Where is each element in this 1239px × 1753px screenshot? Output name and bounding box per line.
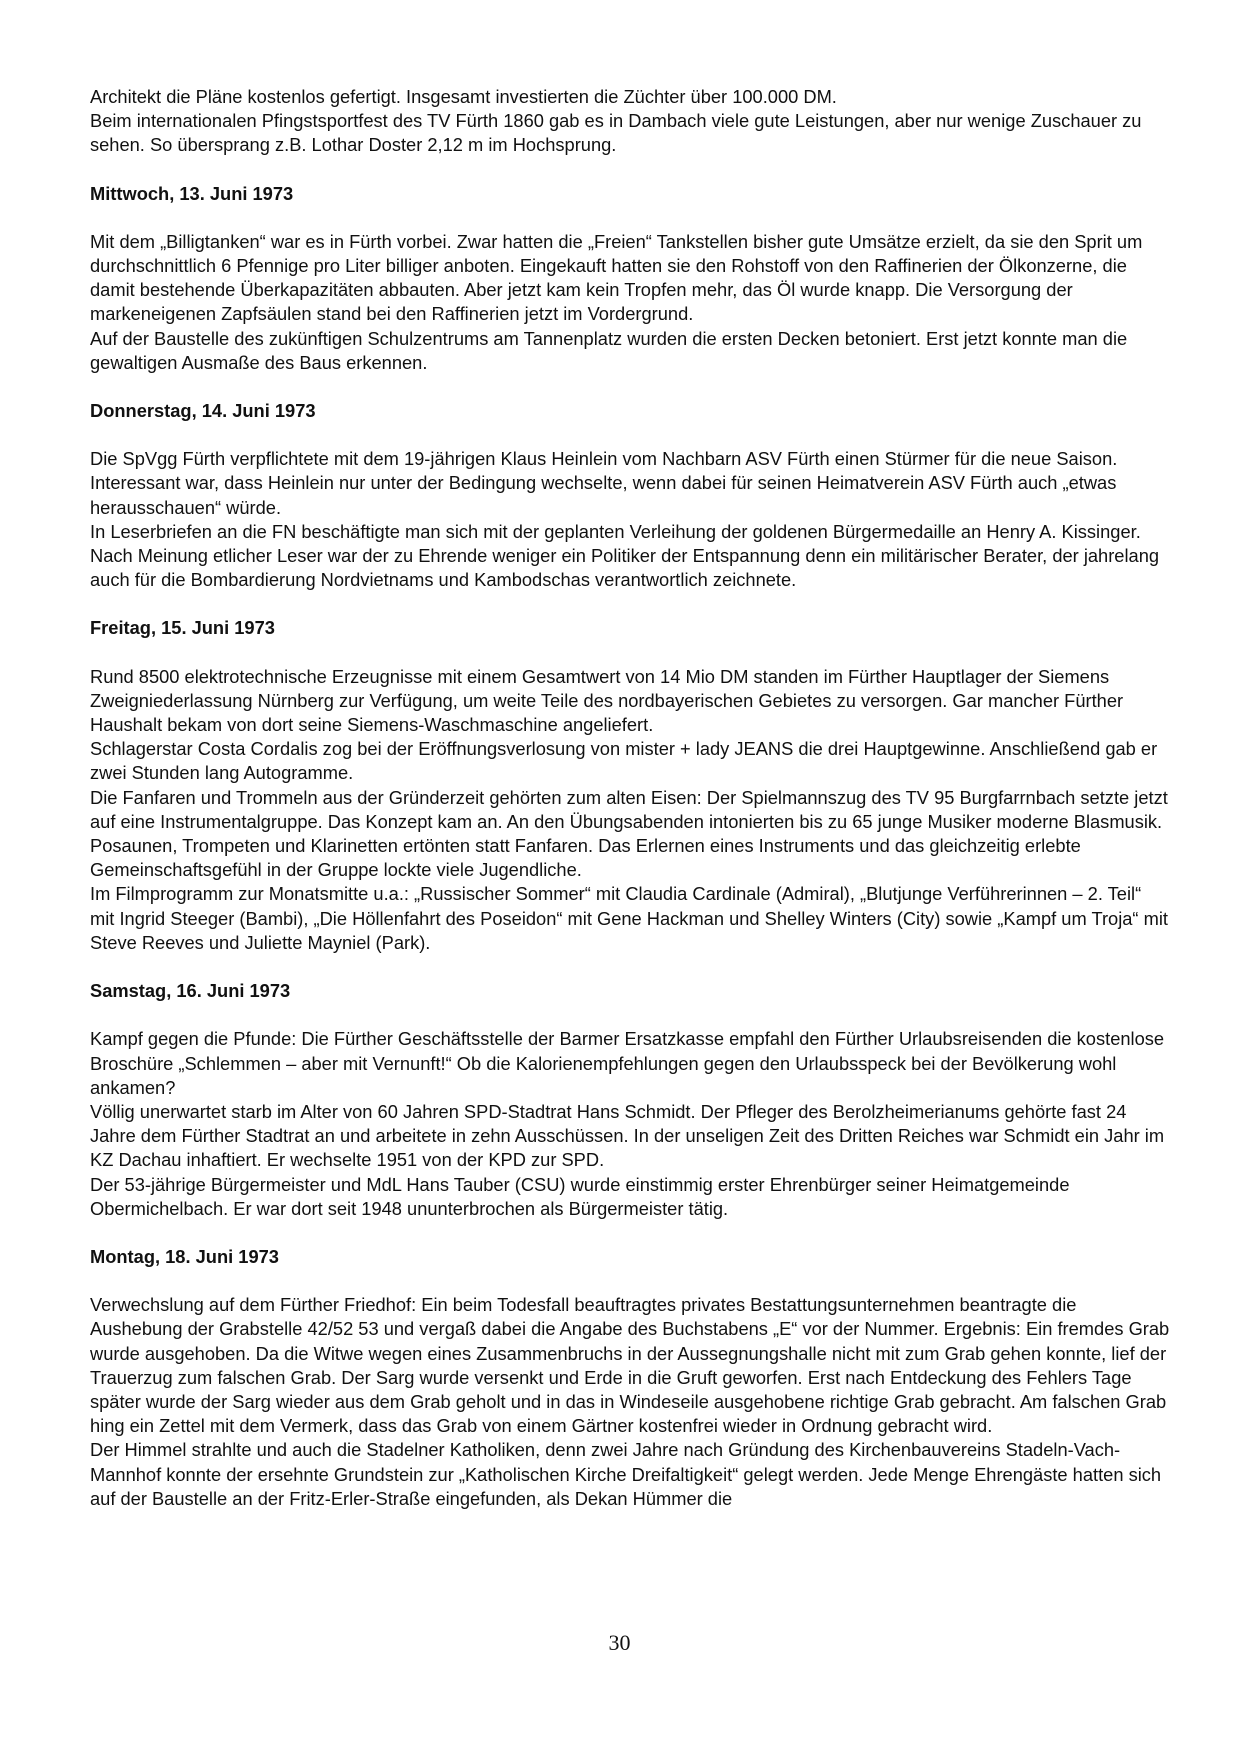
paragraph: Völlig unerwartet starb im Alter von 60 Jahren SPD-Stadtrat Hans Schmidt. Der Pfleger des Berolzheimerianums gehörte fast 24 Jahre dem Fürther Stadtrat an und arbeitete in zehn Ausschüssen. In der unseligen Zeit des Dritten Reiches war Schmidt ein Jahr im KZ Dachau inhaftiert. Er wechselte 1951 von der KPD zur SPD.	[90, 1100, 1165, 1171]
entry-freitag-15-juni	[90, 616, 1170, 955]
paragraph: Der 53-jährige Bürgermeister und MdL Hans Tauber (CSU) wurde einstimmig erster Ehrenbürger seiner Heimatgemeinde Obermichelbach. Er war dort seit 1948 ununterbrochen als Bürgermeister tätig.	[90, 1173, 1070, 1219]
paragraph: In Leserbriefen an die FN beschäftigte man sich mit der geplanten Verleihung der goldenen Bürgermedaille an Henry A. Kissinger. Nach Meinung etlicher Leser war der zu Ehrende weniger ein Politiker der Entspannung denn ein militärischer Berater, der jahrelang auch für die Bombardierung Nordvietnams und Kambodschas verantwortlich zeichnete.	[90, 520, 1160, 591]
entry-date-heading: Donnerstag, 14. Juni 1973	[90, 400, 316, 422]
paragraph: Der Himmel strahlte und auch die Stadelner Katholiken, denn zwei Jahre nach Gründung des Kirchenbauvereins Stadeln-Vach-Mannhof konnte der ersehnte Grundstein zur „Katholischen Kirche Dreifaltigkeit“ gelegt werden. Jede Menge Ehrengäste hatten sich auf der Baustelle an der Fritz-Erler-Straße eingefunden, als Dekan Hümmer die	[90, 1439, 1162, 1509]
entry-mittwoch-13-juni	[90, 182, 1170, 375]
entry-date-heading: Montag, 18. Juni 1973	[90, 1245, 279, 1267]
entry-date-heading: Samstag, 16. Juni 1973	[90, 980, 291, 1002]
paragraph: Die Fanfaren und Trommeln aus der Gründerzeit gehörten zum alten Eisen: Der Spielmannszug des TV 95 Burgfarrnbach setzte jetzt auf eine Instrumentalgruppe. Das Konzept kam an. An den Übungsabenden intonierten bis zu 65 junge Musiker moderne Blasmusik. Posaunen, Trompeten und Klarinetten ertönten statt Fanfaren. Das Erlernen eines Instruments und das gleichzeitig erlebte Gemeinschaftsgefühl in der Gruppe lockte viele Jugendliche.	[90, 786, 1168, 881]
paragraph: Die SpVgg Fürth verpflichtete mit dem 19-jährigen Klaus Heinlein vom Nachbarn ASV Fürth einen Stürmer für die neue Saison. Interessant war, dass Heinlein nur unter der Bedingung wechselte, wenn dabei für seinen Heimatverein ASV Fürth auch „etwas herausschauen“ würde.	[90, 448, 1118, 518]
entry-date-heading: Freitag, 15. Juni 1973	[90, 617, 275, 639]
paragraph: Rund 8500 elektrotechnische Erzeugnisse mit einem Gesamtwert von 14 Mio DM standen im Fürther Hauptlager der Siemens Zweigniederlassung Nürnberg zur Verfügung, um weite Teile des nordbayerischen Gebietes zu versorgen. Gar mancher Fürther Haushalt bekam von dort seine Siemens-Waschmaschine angeliefert.	[90, 665, 1124, 736]
paragraph: Kampf gegen die Pfunde: Die Fürther Geschäftsstelle der Barmer Ersatzkasse empfahl den Fürther Urlaubsreisenden die kostenlose Broschüre „Schlemmen – aber mit Vernunft!“ Ob die Kalorienempfehlungen gegen den Urlaubsspeck bei der Bevölkerung wohl ankamen?	[90, 1028, 1165, 1098]
document-page	[90, 85, 1170, 1511]
paragraph: Auf der Baustelle des zukünftigen Schulzentrums am Tannenplatz wurden die ersten Decken betoniert. Erst jetzt konnte man die gewaltigen Ausmaße des Baus erkennen.	[90, 327, 1128, 373]
paragraph: Verwechslung auf dem Fürther Friedhof: Ein beim Todesfall beauftragtes privates Bestattungsunternehmen beantragte die Aushebung der Grabstelle 42/52 53 und vergaß dabei die Angabe des Buchstabens „E“ vor der Nummer. Ergebnis: Ein fremdes Grab wurde ausgehoben. Da die Witwe wegen eines Zusammenbruchs in der Aussegnungshalle nicht mit zum Grab gehen konnte, lief der Trauerzug zum falschen Grab. Der Sarg wurde versenkt und Erde in die Gruft geworfen. Erst nach Entdeckung des Fehlers Tage später wurde der Sarg wieder aus dem Grab geholt und in das in Windeseile ausgehobene richtige Grab gebracht. Am falschen Grab hing ein Zettel mit dem Vermerk, dass das Grab von einem Gärtner kostenfrei wieder in Ordnung gebracht wird.	[90, 1294, 1170, 1437]
paragraph: Mit dem „Billigtanken“ war es in Fürth vorbei. Zwar hatten die „Freien“ Tankstellen bisher gute Umsätze erzielt, da sie den Sprit um durchschnittlich 6 Pfennige pro Liter billiger anboten. Eingekauft hatten sie den Rohstoff von den Raffinerien der Ölkonzerne, die damit bestehende Überkapazitäten abbauten. Aber jetzt kam kein Tropfen mehr, das Öl wurde knapp. Die Versorgung der markeneigenen Zapfsäulen stand bei den Raffinerien jetzt im Vordergrund.	[90, 230, 1143, 325]
entry-donnerstag-14-juni	[90, 399, 1170, 592]
entry-date-heading: Mittwoch, 13. Juni 1973	[90, 182, 294, 204]
entry-montag-18-juni	[90, 1245, 1170, 1511]
paragraph: Im Filmprogramm zur Monatsmitte u.a.: „Russischer Sommer“ mit Claudia Cardinale (Admiral), „Blutjunge Verführerinnen – 2. Teil“ mit Ingrid Steeger (Bambi), „Die Höllenfahrt des Poseidon“ mit Gene Hackman und Shelley Winters (City) sowie „Kampf um Troja“ mit Steve Reeves und Juliette Mayniel (Park).	[90, 883, 1168, 953]
page-number: 30	[608, 1630, 631, 1655]
entry-samstag-16-juni	[90, 979, 1170, 1221]
paragraph: Schlagerstar Costa Cordalis zog bei der Eröffnungsverlosung von mister + lady JEANS die drei Hauptgewinne. Anschließend gab er zwei Stunden lang Autogramme.	[90, 738, 1158, 784]
paragraph: Beim internationalen Pfingstsportfest des TV Fürth 1860 gab es in Dambach viele gute Leistungen, aber nur wenige Zuschauer zu sehen. So übersprang z.B. Lothar Doster 2,12 m im Hochsprung.	[90, 110, 1142, 156]
intro-text	[90, 85, 1170, 158]
paragraph: Architekt die Pläne kostenlos gefertigt. Insgesamt investierten die Züchter über 100.000 DM.	[90, 86, 837, 107]
